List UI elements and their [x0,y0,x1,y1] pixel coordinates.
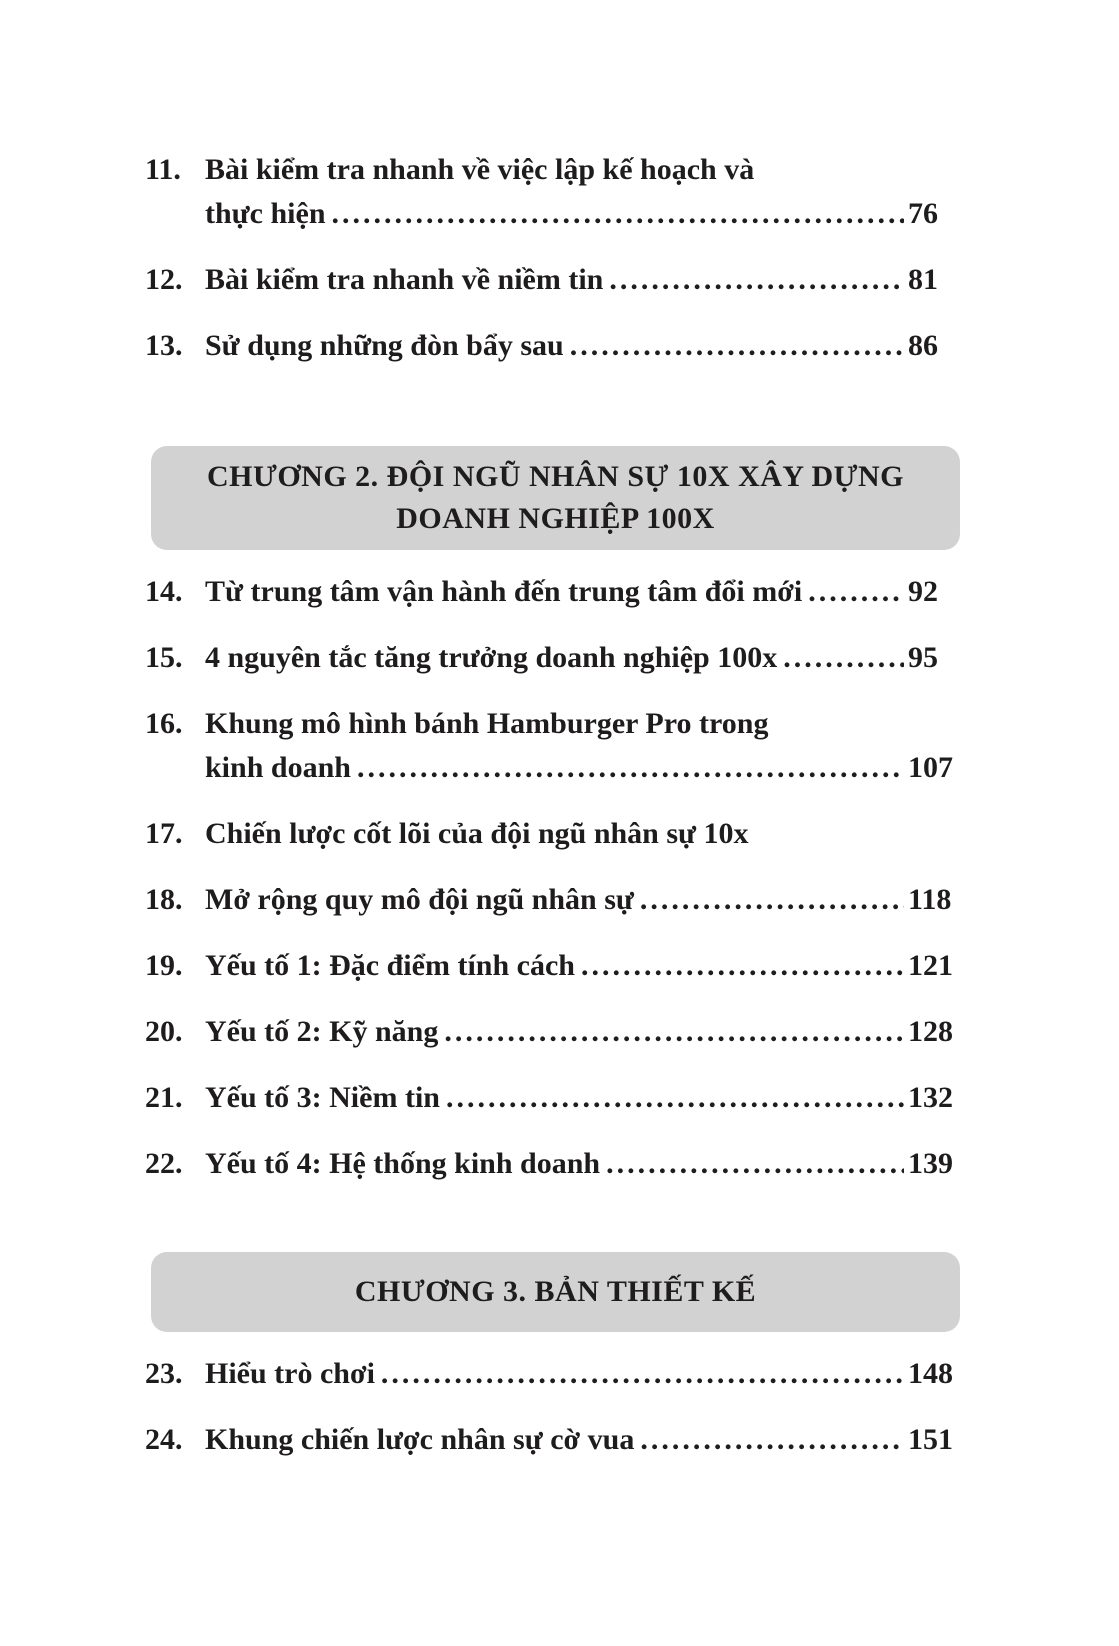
toc-entry [145,148,960,236]
page-number: 132 [908,1081,953,1114]
toc-entry [145,1010,960,1054]
toc-entry [145,1418,960,1462]
chapter-heading-line: DOANH NGHIỆP 100X [396,502,715,535]
dot-leader [640,1418,904,1462]
entry-number: 11. [145,153,181,186]
entry-title: Chiến lược cốt lõi của đội ngũ nhân sự 10x [205,817,749,850]
entry-title: Từ trung tâm vận hành đến trung tâm đổi mới [205,575,803,608]
page-number: 86 [908,329,938,362]
toc-entry [145,258,960,302]
page-number: 139 [908,1147,953,1180]
entry-number: 14. [145,575,183,608]
toc-entry [145,1076,960,1120]
toc-entry [145,702,960,790]
entry-title-continuation: thực hiện [205,197,326,230]
chapter-heading-line: CHƯƠNG 3. BẢN THIẾT KẾ [354,1275,757,1308]
dot-leader [332,192,904,236]
toc-entry [145,944,960,988]
dot-leader [808,570,904,614]
dot-leader [606,1142,904,1186]
dot-leader [581,944,904,988]
dot-leader [640,878,904,922]
dot-leader [570,324,904,368]
entry-title: Yếu tố 4: Hệ thống kinh doanh [205,1147,601,1180]
table-of-contents [145,148,960,1484]
dot-leader [446,1076,904,1120]
entry-title: Sử dụng những đòn bẩy sau [205,329,564,362]
entry-title: Bài kiểm tra nhanh về việc lập kế hoạch và [205,153,755,186]
page-number: 151 [908,1423,953,1456]
entry-number: 13. [145,329,183,362]
entry-number: 15. [145,641,183,674]
entry-number: 21. [145,1081,183,1114]
entry-number: 12. [145,263,183,296]
entry-title: Khung chiến lược nhân sự cờ vua [205,1423,635,1456]
entry-title: Khung mô hình bánh Hamburger Pro trong [205,707,769,740]
entry-title: Yếu tố 3: Niềm tin [205,1081,440,1114]
page-number: 121 [908,949,953,982]
entry-number: 22. [145,1147,183,1180]
entry-title: Yếu tố 2: Kỹ năng [205,1015,439,1048]
entry-title: Hiểu trò chơi [205,1357,375,1390]
toc-entry [145,324,960,368]
entry-title: 4 nguyên tắc tăng trưởng doanh nghiệp 100x [205,641,778,674]
dot-leader [381,1352,904,1396]
chapter-heading [151,446,960,550]
toc-entry [145,1142,960,1186]
entry-title: Mở rộng quy mô đội ngũ nhân sự [205,883,634,916]
dot-leader [609,258,904,302]
page-number: 95 [908,641,938,674]
page-number: 128 [908,1015,953,1048]
entry-title-continuation: kinh doanh [205,751,351,784]
entry-number: 24. [145,1423,183,1456]
page-number: 107 [908,751,953,784]
toc-entry [145,570,960,614]
page-number: 118 [908,883,952,916]
dot-leader [357,746,904,790]
toc-entry [145,812,960,856]
entry-number: 18. [145,883,183,916]
entry-number: 16. [145,707,183,740]
chapter-heading-line: CHƯƠNG 2. ĐỘI NGŨ NHÂN SỰ 10X XÂY DỰNG [206,460,905,493]
chapter-heading [151,1252,960,1332]
entry-number: 20. [145,1015,183,1048]
entry-title: Yếu tố 1: Đặc điểm tính cách [205,949,575,982]
entry-number: 23. [145,1357,183,1390]
entry-title: Bài kiểm tra nhanh về niềm tin [205,263,604,296]
page-number: 92 [908,575,938,608]
toc-entry [145,1352,960,1396]
toc-entry [145,878,960,922]
page-number: 81 [908,263,938,296]
page-number: 76 [908,197,938,230]
toc-entry [145,636,960,680]
page-number: 148 [908,1357,953,1390]
dot-leader [783,636,904,680]
entry-number: 17. [145,817,183,850]
entry-number: 19. [145,949,183,982]
dot-leader [444,1010,904,1054]
